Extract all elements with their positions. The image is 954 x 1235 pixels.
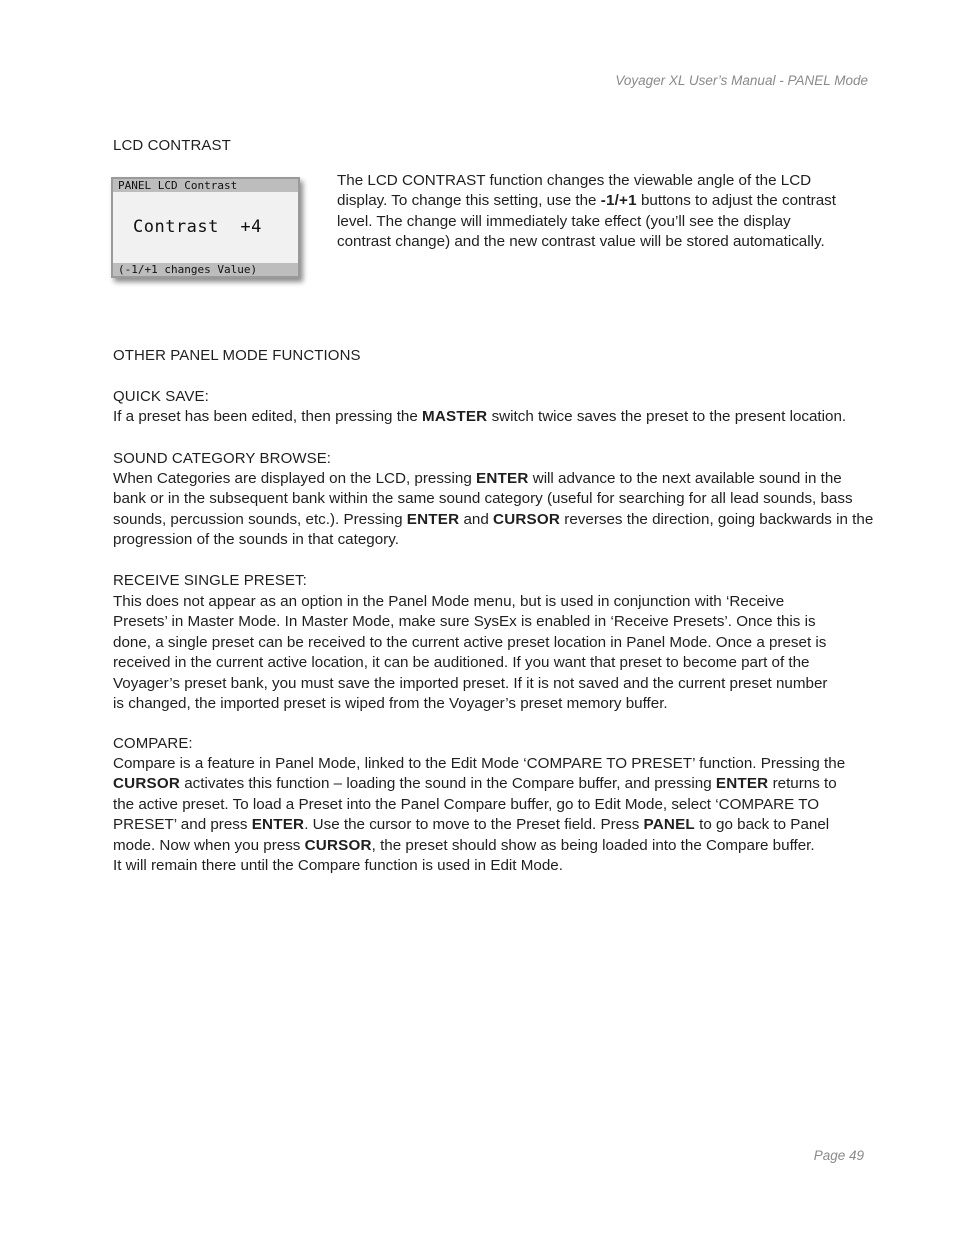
quick-save-paragraph — [113, 407, 868, 427]
keyword--1-1: -1/+1 — [600, 192, 637, 210]
subheading-sound-category: SOUND CATEGORY BROWSE: — [113, 450, 332, 467]
subheading-receive-single: RECEIVE SINGLE PRESET: — [113, 572, 307, 589]
compare-paragraph — [113, 754, 868, 876]
text-line: The LCD CONTRAST function changes the viewable angle of the LCD — [337, 172, 812, 189]
text-line: mode. Now when you press CURSOR, the preset should show as being loaded into the Compare buffer. — [113, 836, 815, 854]
page-number: Page 49 — [813, 1148, 864, 1163]
text-line: progression of the sounds in that category. — [113, 531, 399, 549]
section-heading-lcd-contrast: LCD CONTRAST — [113, 137, 231, 154]
text-line: It will remain there until the Compare function is used in Edit Mode. — [113, 857, 563, 875]
lcd-title-bar: PANEL LCD Contrast — [113, 179, 298, 192]
keyword-cursor: CURSOR — [113, 775, 181, 793]
keyword-master: MASTER — [422, 408, 488, 425]
text-line: CURSOR activates this function – loading the sound in the Compare buffer, and pressing ENTER returns to — [113, 775, 837, 793]
text-line: done, a single preset can be received to the current active preset location in Panel Mode. Once a preset is — [113, 633, 827, 651]
subheading-compare: COMPARE: — [113, 735, 193, 752]
receive-single-paragraph — [113, 592, 868, 714]
running-header: Voyager XL User’s Manual - PANEL Mode — [615, 73, 868, 88]
text-line: If a preset has been edited, then pressing the MASTER switch twice saves the preset to the present location. — [113, 408, 847, 425]
text-line: sounds, percussion sounds, etc.). Pressing ENTER and CURSOR reverses the direction, going backwards in the — [113, 510, 874, 528]
text-line: display. To change this setting, use the -1/+1 buttons to adjust the contrast — [337, 192, 836, 210]
keyword-enter: ENTER — [406, 510, 460, 528]
text-line: Compare is a feature in Panel Mode, linked to the Edit Mode ‘COMPARE TO PRESET’ function. Pressing the — [113, 755, 846, 772]
lcd-screenshot — [111, 177, 300, 278]
text-line: is changed, the imported preset is wiped from the Voyager’s preset memory buffer. — [113, 695, 668, 713]
text-line: the active preset. To load a Preset into the Panel Compare buffer, go to Edit Mode, select ‘COMPARE TO — [113, 795, 820, 813]
lcd-contrast-description — [337, 171, 857, 253]
keyword-enter: ENTER — [476, 470, 529, 487]
text-line: bank or in the subsequent bank within the same sound category (useful for searching for all lead sounds, bass — [113, 490, 853, 508]
text-line: contrast change) and the new contrast value will be stored automatically. — [337, 233, 825, 251]
text-line: This does not appear as an option in the Panel Mode menu, but is used in conjunction with ‘Receive — [113, 593, 785, 610]
lcd-hint-bar: (-1/+1 changes Value) — [113, 263, 298, 276]
text-line: level. The change will immediately take effect (you’ll see the display — [337, 212, 791, 230]
text-line: received in the current active location, it can be auditioned. If you want that preset to become part of the — [113, 654, 810, 672]
keyword-enter: ENTER — [251, 816, 305, 834]
keyword-cursor: CURSOR — [493, 510, 561, 528]
keyword-cursor: CURSOR — [304, 836, 372, 854]
keyword-enter: ENTER — [715, 775, 769, 793]
subheading-quick-save: QUICK SAVE: — [113, 388, 209, 405]
keyword-panel: PANEL — [643, 816, 695, 834]
section-heading-other-functions: OTHER PANEL MODE FUNCTIONS — [113, 347, 361, 364]
text-line: When Categories are displayed on the LCD, pressing ENTER will advance to the next available sound in the — [113, 470, 842, 487]
text-line: Presets’ in Master Mode. In Master Mode, make sure SysEx is enabled in ‘Receive Presets’. Once this is — [113, 613, 816, 631]
sound-category-paragraph — [113, 469, 874, 551]
text-line: PRESET’ and press ENTER. Use the cursor to move to the Preset field. Press PANEL to go back to Panel — [113, 816, 830, 834]
text-line: Voyager’s preset bank, you must save the imported preset. If it is not saved and the current preset number — [113, 674, 828, 692]
lcd-contrast-value: Contrast +4 — [133, 217, 262, 237]
